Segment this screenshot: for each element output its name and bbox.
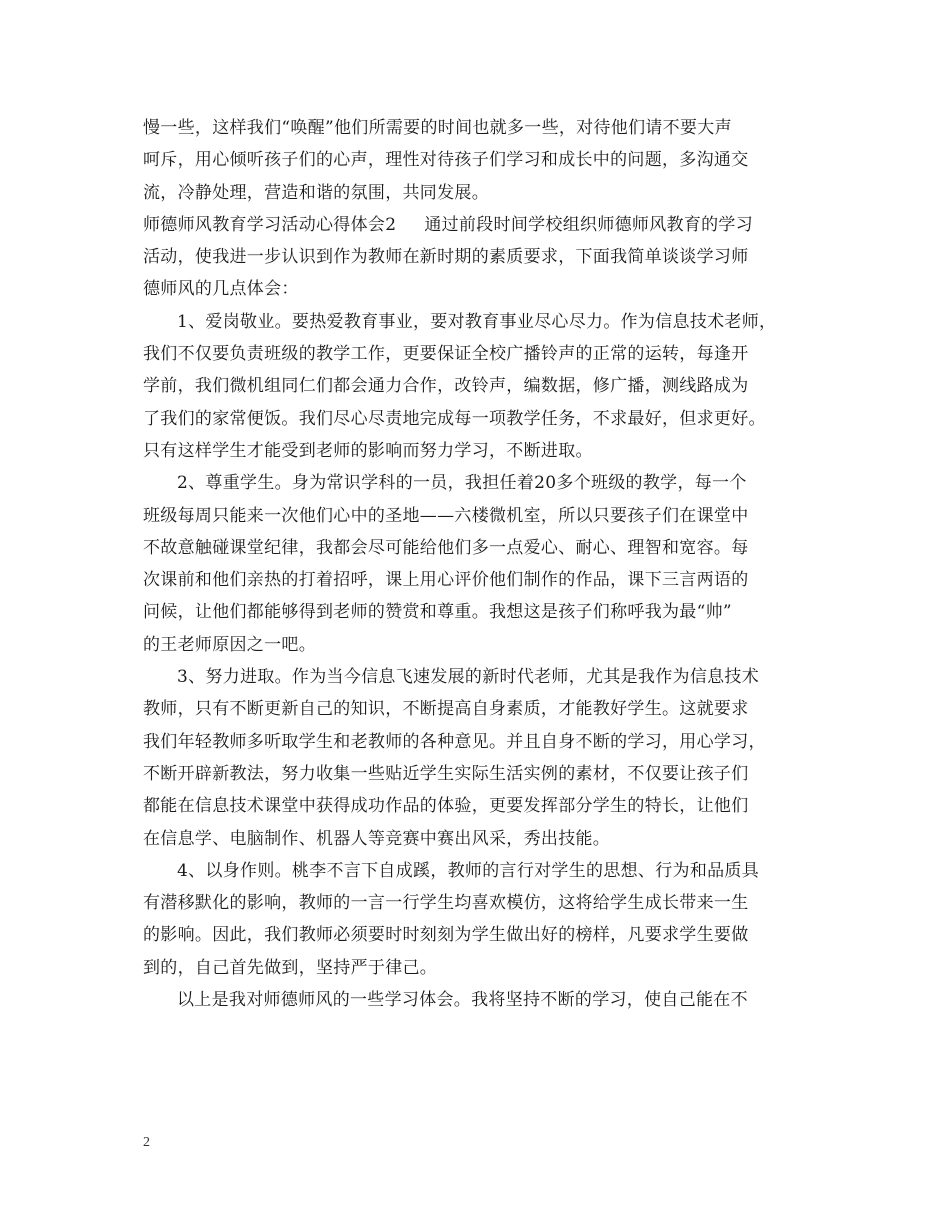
line-text: 次课前和他们亲热的打着招呼，课上用心评价他们制作的作品，课下三言两语的	[143, 570, 749, 591]
line-text: 教师，只有不断更新自己的知识，不断提高自身素质，才能教好学生。这就要求	[143, 699, 749, 720]
line-text: 问候，让他们都能够得到老师的赞赏和尊重。我想这是孩子们称呼我为最“帅”	[143, 602, 732, 623]
line-text: 班级每周只能来一次他们心中的圣地——六楼微机室，所以只要孩子们在课堂中	[143, 505, 749, 526]
text-line	[143, 661, 823, 693]
line-text: 师德师风教育学习活动心得体会2	[143, 214, 397, 235]
text-line	[143, 984, 823, 1016]
text-line	[143, 629, 823, 661]
text-line	[143, 919, 823, 951]
line-text: 慢一些，这样我们“唤醒”他们所需要的时间也就多一些，对待他们请不要大声	[143, 118, 732, 138]
page-number: 2	[143, 1135, 150, 1150]
line-text: 呵斥，用心倾听孩子们的心声，理性对待孩子们学习和成长中的问题，多沟通交	[143, 150, 749, 171]
line-text: 3、努力进取。作为当今信息飞速发展的新时代老师，尤其是我作为信息技术	[177, 667, 760, 688]
line-text: 流，冷静处理，营造和谐的氛围，共同发展。	[143, 182, 489, 203]
text-line	[143, 112, 823, 144]
text-line	[143, 823, 823, 855]
text-line	[143, 241, 823, 273]
text-line	[143, 790, 823, 822]
text-line	[143, 177, 823, 209]
line-text: 只有这样学生才能受到老师的影响而努力学习，不断进取。	[143, 440, 593, 461]
line-text: 的王老师原因之一吧。	[143, 634, 316, 655]
text-line	[143, 273, 823, 305]
text-line	[143, 564, 823, 596]
text-line	[143, 306, 823, 338]
text-line	[143, 403, 823, 435]
line-text: 都能在信息技术课堂中获得成功作品的体验，更要发挥部分学生的特长，让他们	[143, 796, 749, 817]
line-text: 学前，我们微机组同仁们都会通力合作，改铃声，编数据，修广播，测线路成为	[143, 376, 749, 397]
text-line	[143, 370, 823, 402]
text-line	[143, 693, 823, 725]
text-line	[143, 855, 823, 887]
line-text: 不故意触碰课堂纪律，我都会尽可能给他们多一点爱心、耐心、理智和宽容。每	[143, 537, 749, 558]
line-text: 德师风的几点体会：	[143, 279, 299, 300]
line-text: 我们不仅要负责班级的教学工作，更要保证全校广播铃声的正常的运转，每逢开	[143, 344, 749, 365]
line-text: 有潜移默化的影响，教师的一言一行学生均喜欢模仿，这将给学生成长带来一生	[143, 893, 749, 914]
text-line	[143, 209, 823, 241]
text-line	[143, 144, 823, 176]
text-line	[143, 758, 823, 790]
line-text: 2、尊重学生。身为常识学科的一员，我担任着20多个班级的教学，每一个	[177, 473, 747, 494]
line-text: 的影响。因此，我们教师必须要时时刻刻为学生做出好的榜样，凡要求学生要做	[143, 925, 749, 946]
line-text: 以上是我对师德师风的一些学习体会。我将坚持不断的学习，使自己能在不	[177, 990, 748, 1011]
line-text: 1、爱岗敬业。要热爱教育事业，要对教育事业尽心尽力。作为信息技术老师，	[177, 311, 777, 332]
text-line	[143, 467, 823, 499]
text-line	[143, 435, 823, 467]
text-line	[143, 952, 823, 984]
line-text: 4、以身作则。桃李不言下自成蹊，教师的言行对学生的思想、行为和品质具	[177, 860, 760, 881]
text-line	[143, 500, 823, 532]
text-line	[143, 532, 823, 564]
line-text: 了我们的家常便饭。我们尽心尽责地完成每一项教学任务，不求最好，但求更好。	[143, 408, 766, 429]
text-line	[143, 726, 823, 758]
line-text-tail: 通过前段时间学校组织师德师风教育的学习	[424, 214, 754, 235]
line-text: 活动，使我进一步认识到作为教师在新时期的素质要求，下面我简单谈谈学习师	[143, 247, 749, 268]
text-line	[143, 338, 823, 370]
line-text: 我们年轻教师多听取学生和老教师的各种意见。并且自身不断的学习，用心学习，	[143, 731, 766, 752]
text-line	[143, 596, 823, 628]
document-body	[143, 112, 823, 1016]
line-text: 到的，自己首先做到，坚持严于律己。	[143, 957, 438, 978]
text-line	[143, 887, 823, 919]
line-text: 在信息学、电脑制作、机器人等竞赛中赛出风采，秀出技能。	[143, 828, 611, 849]
line-text: 不断开辟新教法，努力收集一些贴近学生实际生活实例的素材，不仅要让孩子们	[143, 763, 749, 784]
